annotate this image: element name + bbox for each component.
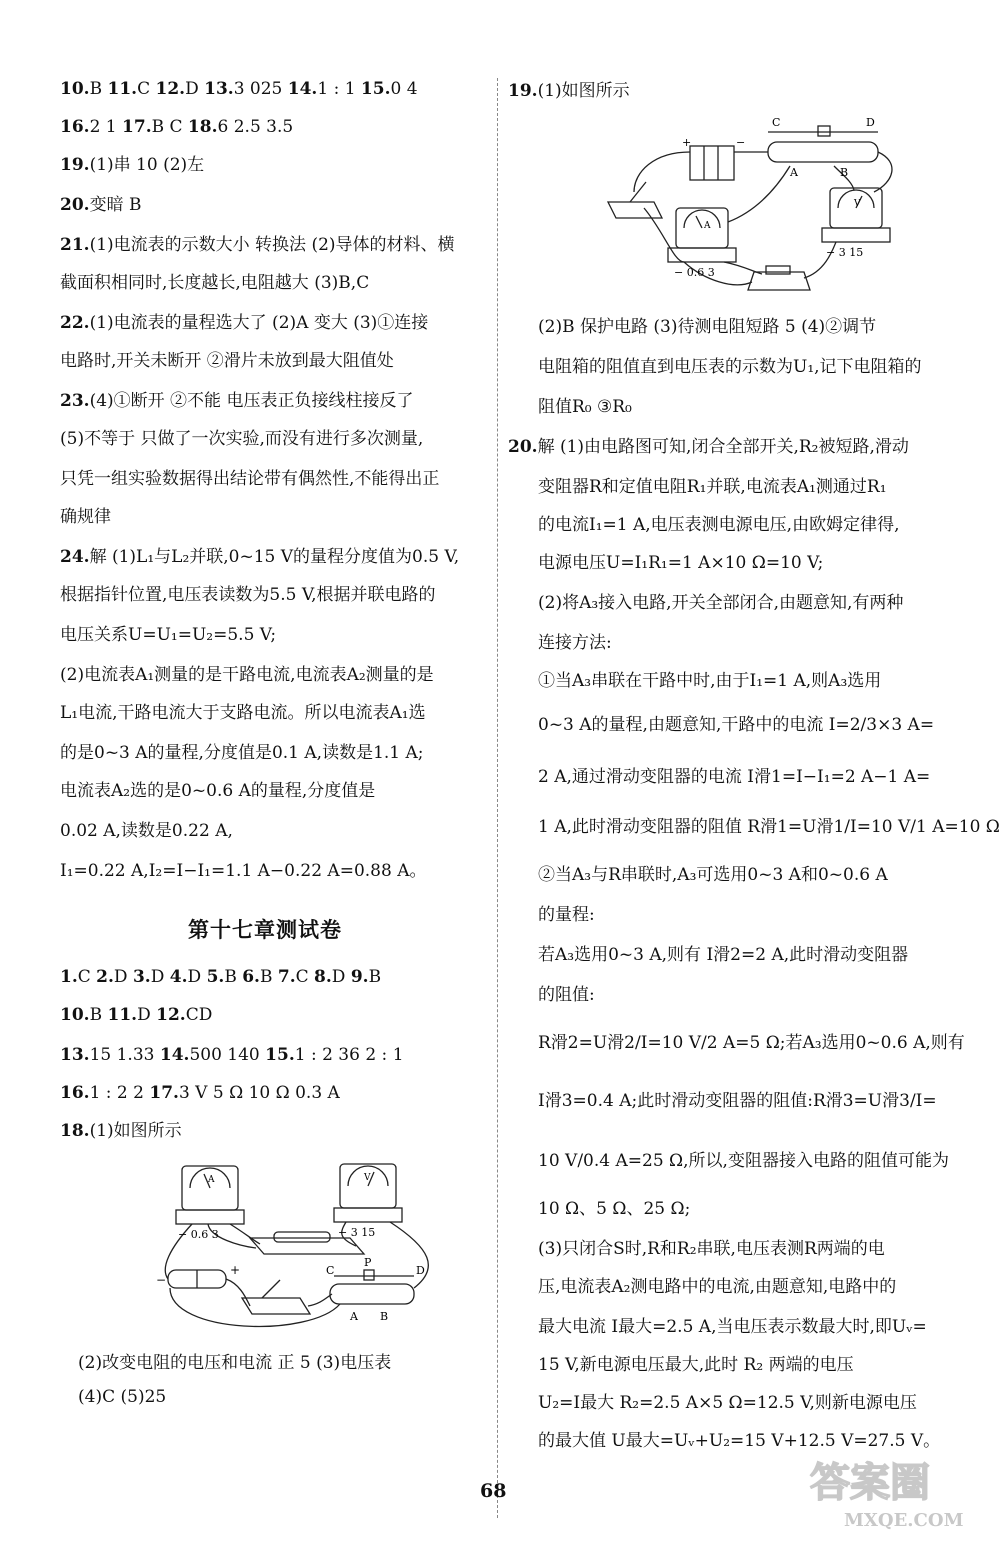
answer-line: 10.B 11.D 12.CD	[60, 1005, 213, 1025]
answer-line: 电阻箱的阻值直到电压表的示数为U₁,记下电阻箱的	[538, 357, 922, 377]
answer-line: 13.15 1.33 14.500 140 15.1 : 2 36 2 : 1	[60, 1045, 404, 1065]
answer-line: 20.解 (1)由电路图可知,闭合全部开关,R₂被短路,滑动	[508, 437, 909, 457]
answer-line: 20.变暗 B	[60, 195, 142, 215]
rheostat-label-d: D	[866, 116, 875, 129]
chapter-title: 第十七章测试卷	[188, 917, 342, 942]
rheostat-label-a: A	[350, 1310, 358, 1323]
answer-line: 阻值R₀ ③R₀	[538, 397, 632, 417]
answer-line: R滑2=U滑2/I=10 V/2 A=5 Ω;若A₃选用0~0.6 A,则有	[538, 1033, 965, 1053]
answer-line: 22.(1)电流表的量程选大了 (2)A 变大 (3)①连接	[60, 313, 429, 333]
answer-line: (5)不等于 只做了一次实验,而没有进行多次测量,	[60, 429, 424, 449]
answer-line: 1 A,此时滑动变阻器的阻值 R滑1=U滑1/I=10 V/1 A=10 Ω	[538, 817, 1000, 837]
voltmeter-label: V	[854, 199, 861, 209]
answer-line: 电压关系U=U₁=U₂=5.5 V;	[60, 625, 277, 645]
battery-plus: +	[682, 136, 692, 149]
answer-line: 24.解 (1)L₁与L₂并联,0~15 V的量程分度值为0.5 V,	[60, 547, 460, 567]
answer-line: (3)只闭合S时,R和R₂串联,电压表测R两端的电	[538, 1239, 885, 1259]
answer-line: 18.(1)如图所示	[60, 1121, 182, 1141]
answer-line: 1.C 2.D 3.D 4.D 5.B 6.B 7.C 8.D 9.B	[60, 967, 382, 987]
answer-line: I₁=0.22 A,I₂=I−I₁=1.1 A−0.22 A=0.88 A。	[60, 861, 427, 881]
watermark-line2: MXQE.COM	[844, 1510, 964, 1531]
answer-line: L₁电流,干路电流大于支路电流。所以电流表A₁选	[60, 703, 426, 723]
ammeter-label: A	[208, 1175, 215, 1185]
answer-line: 电源电压U=I₁R₁=1 A×10 Ω=10 V;	[538, 553, 824, 573]
answer-line: (2)将A₃接入电路,开关全部闭合,由题意知,有两种	[538, 593, 904, 613]
rheostat-label-c: C	[772, 116, 781, 129]
watermark-line1: 答案圈	[810, 1459, 930, 1506]
answer-line: 只凭一组实验数据得出结论带有偶然性,不能得出正	[60, 469, 440, 489]
answer-line: 16.1 : 2 2 17.3 V 5 Ω 10 Ω 0.3 A	[60, 1083, 340, 1103]
answer-line: ②当A₃与R串联时,A₃可选用0~3 A和0~0.6 A	[538, 865, 888, 885]
ammeter-range: − 0.6 3	[178, 1228, 219, 1241]
answer-line: ①当A₃串联在干路中时,由于I₁=1 A,则A₃选用	[538, 671, 882, 691]
answer-line: 0.02 A,读数是0.22 A,	[60, 821, 233, 841]
circuit-diagram-18	[150, 1158, 470, 1348]
answer-line: 的电流I₁=1 A,电压表测电源电压,由欧姆定律得,	[538, 515, 900, 535]
answer-line: U₂=I最大 R₂=2.5 A×5 Ω=12.5 V,则新电源电压	[538, 1393, 917, 1413]
circuit-diagram-19	[604, 112, 904, 302]
answer-line: 15 V,新电源电压最大,此时 R₂ 两端的电压	[538, 1355, 854, 1375]
answer-line: 0~3 A的量程,由题意知,干路中的电流 I=2/3×3 A=	[538, 715, 935, 735]
page-number: 68	[480, 1480, 507, 1502]
answer-line: 根据指针位置,电压表读数为5.5 V,根据并联电路的	[60, 585, 436, 605]
answer-line: 21.(1)电流表的示数大小 转换法 (2)导体的材料、横	[60, 235, 455, 255]
answer-line: 电路时,开关未断开 ②滑片未放到最大阻值处	[60, 351, 394, 371]
answer-line: 若A₃选用0~3 A,则有 I滑2=2 A,此时滑动变阻器	[538, 945, 909, 965]
rheostat-label-p: P	[364, 1256, 372, 1269]
watermark-logo	[800, 1448, 980, 1534]
answer-line: 连接方法:	[538, 633, 612, 653]
answer-line: 的量程:	[538, 905, 595, 925]
answer-line: 16.2 1 17.B C 18.6 2.5 3.5	[60, 117, 294, 137]
answer-line: (2)改变电阻的电压和电流 正 5 (3)电压表	[78, 1353, 392, 1373]
answer-line: 截面积相同时,长度越长,电阻越大 (3)B,C	[60, 273, 370, 293]
voltmeter-label: V	[364, 1173, 371, 1183]
answer-line: 变阻器R和定值电阻R₁并联,电流表A₁测通过R₁	[538, 477, 887, 497]
answer-line: 压,电流表A₂测电路中的电流,由题意知,电路中的	[538, 1277, 897, 1297]
answer-line: 10.B 11.C 12.D 13.3 025 14.1 : 1 15.0 4	[60, 79, 418, 99]
battery-minus: −	[156, 1273, 167, 1287]
answer-line: 19.(1)如图所示	[508, 81, 630, 101]
answer-line: 2 A,通过滑动变阻器的电流 I滑1=I−I₁=2 A−1 A=	[538, 767, 931, 787]
column-divider	[497, 78, 498, 1518]
answer-line: 23.(4)①断开 ②不能 电压表正负接线柱接反了	[60, 391, 414, 411]
rheostat-label-b: B	[380, 1310, 389, 1323]
answer-line: 确规律	[60, 507, 111, 527]
rheostat-label-d: D	[416, 1264, 425, 1277]
ammeter-range: − 0.6 3	[674, 266, 715, 279]
answer-line: (2)B 保护电路 (3)待测电阻短路 5 (4)②调节	[538, 317, 877, 337]
voltmeter-range: − 3 15	[826, 246, 864, 259]
answer-line: 10 Ω、5 Ω、25 Ω;	[538, 1199, 691, 1219]
answer-line: 电流表A₂选的是0~0.6 A的量程,分度值是	[60, 781, 376, 801]
answer-line: 的最大值 U最大=Uᵥ+U₂=15 V+12.5 V=27.5 V。	[538, 1431, 941, 1451]
answer-line: 的是0~3 A的量程,分度值是0.1 A,读数是1.1 A;	[60, 743, 424, 763]
ammeter-label: A	[704, 221, 711, 231]
answer-line: 10 V/0.4 A=25 Ω,所以,变阻器接入电路的阻值可能为	[538, 1151, 949, 1171]
answer-line: (2)电流表A₁测量的是干路电流,电流表A₂测量的是	[60, 665, 434, 685]
answer-line: I滑3=0.4 A;此时滑动变阻器的阻值:R滑3=U滑3/I=	[538, 1091, 937, 1111]
rheostat-label-c: C	[326, 1264, 335, 1277]
battery-plus: +	[230, 1263, 241, 1277]
answer-line: 的阻值:	[538, 985, 595, 1005]
answer-line: (4)C (5)25	[78, 1387, 167, 1407]
rheostat-label-a: A	[790, 166, 798, 179]
voltmeter-range: − 3 15	[338, 1226, 376, 1239]
answer-line: 19.(1)串 10 (2)左	[60, 155, 205, 175]
battery-minus: −	[736, 136, 746, 149]
rheostat-label-b: B	[840, 166, 849, 179]
answer-line: 最大电流 I最大=2.5 A,当电压表示数最大时,即Uᵥ=	[538, 1317, 927, 1337]
